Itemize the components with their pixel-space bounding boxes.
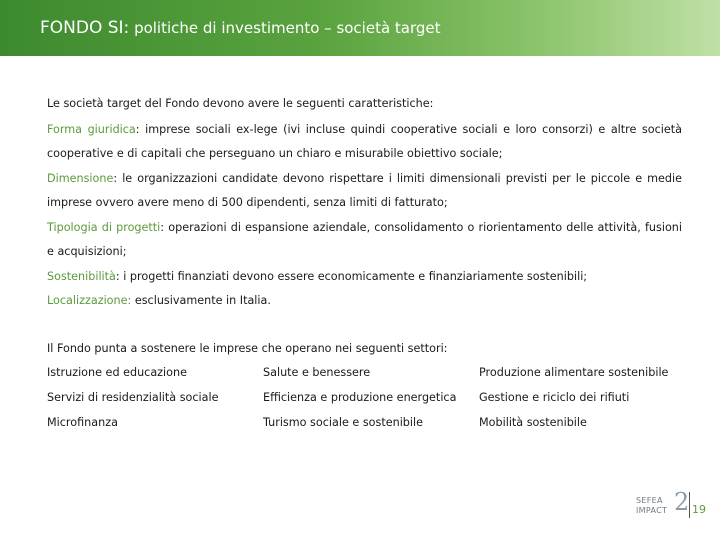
criterion-text: le organizzazioni candidate devono rispettare i limiti dimensionali previsti per le piccole e medie imprese ovvero avere meno di 500 dipendenti, senza limiti di fatturato; xyxy=(47,171,683,209)
criterion-text: esclusivamente in Italia. xyxy=(134,294,271,307)
sector-item: Microfinanza xyxy=(47,416,118,429)
criterion-separator: : xyxy=(160,220,169,234)
sector-item: Mobilità sostenibile xyxy=(479,416,587,429)
criterion-term: Tipologia di progetti xyxy=(47,220,161,234)
logo-divider xyxy=(689,492,690,518)
criterion-term: Forma giuridica xyxy=(47,122,136,136)
criterion-text: imprese sociali ex-lege (ivi incluse quindi cooperative sociali e loro consorzi) e altre società cooperative e di capitali che perseguano un chiaro e misurabile obiettivo sociale; xyxy=(47,122,682,160)
header-banner xyxy=(0,0,720,56)
logo-wordmark xyxy=(636,496,667,516)
criterion-legal-form xyxy=(47,118,682,167)
criterion-sustainability xyxy=(47,265,682,290)
criterion-project-type xyxy=(47,216,682,265)
sectors-grid xyxy=(47,366,687,441)
page-title xyxy=(40,18,441,38)
sector-item: Salute e benessere xyxy=(263,366,371,379)
criteria-section xyxy=(47,92,682,314)
sectors-intro: Il Fondo punta a sostenere le imprese che operano nei seguenti settori: xyxy=(47,342,448,355)
criterion-separator: : xyxy=(135,122,146,136)
criterion-term: Localizzazione: xyxy=(47,294,132,307)
criterion-term: Dimensione xyxy=(47,171,114,185)
logo-line2: IMPACT xyxy=(636,506,668,515)
logo-mark: 2 xyxy=(674,488,690,516)
title-subtitle: politiche di investimento – società target xyxy=(129,19,441,37)
criterion-text: operazioni di espansione aziendale, consolidamento o riorientamento delle attività, fusioni e acquisizioni; xyxy=(47,220,682,258)
sector-item: Efficienza e produzione energetica xyxy=(263,391,457,404)
criterion-location xyxy=(47,289,682,314)
sector-item: Servizi di residenzialità sociale xyxy=(47,391,219,404)
criterion-size xyxy=(47,167,682,216)
criterion-term: Sostenibilità xyxy=(47,269,116,283)
logo-line1: SEFEA xyxy=(636,496,663,505)
page-number: 19 xyxy=(692,503,706,516)
criteria-intro: Le società target del Fondo devono avere le seguenti caratteristiche: xyxy=(47,97,434,110)
sector-item: Gestione e riciclo dei rifiuti xyxy=(479,391,630,404)
sector-item: Produzione alimentare sostenibile xyxy=(479,366,669,379)
criterion-separator: : xyxy=(115,269,124,283)
title-fund-name: FONDO SI: xyxy=(40,18,130,38)
criterion-text: i progetti finanziati devono essere economicamente e finanziariamente sostenibili; xyxy=(123,269,588,283)
sector-item: Istruzione ed educazione xyxy=(47,366,187,379)
criterion-separator: : xyxy=(113,171,123,185)
sector-item: Turismo sociale e sostenibile xyxy=(263,416,424,429)
